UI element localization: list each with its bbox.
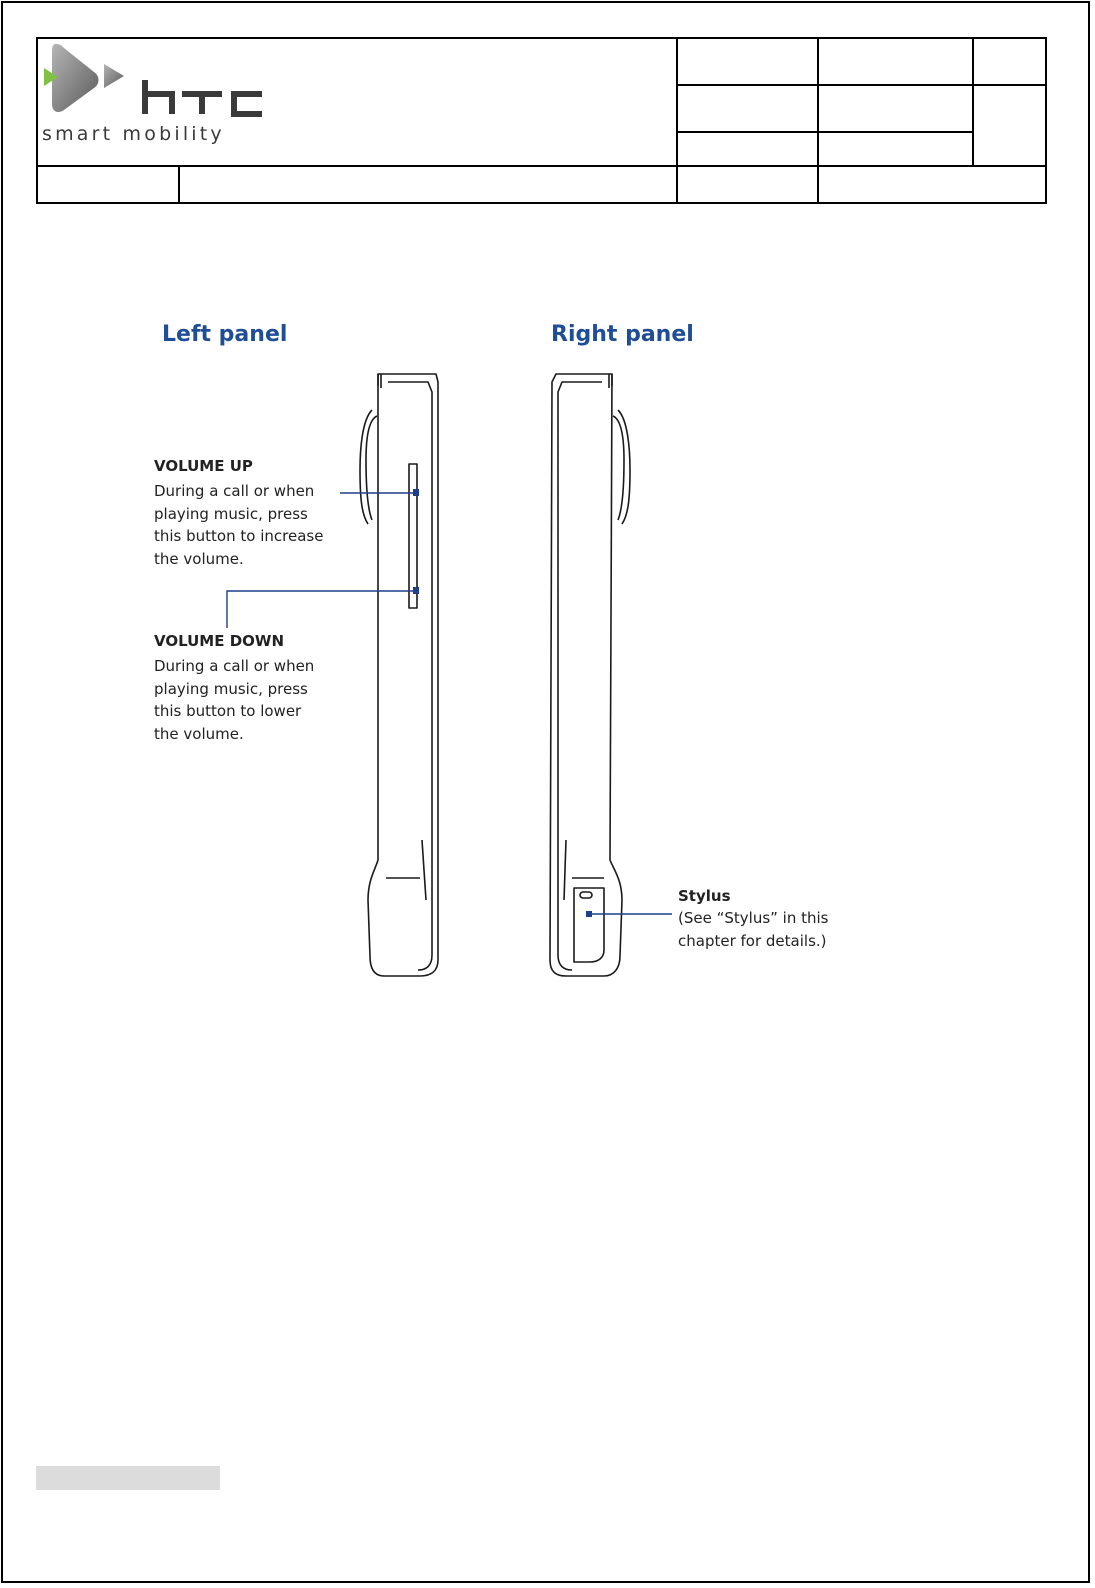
logo-tagline: smart mobility	[42, 123, 225, 145]
right-side-device-illustration	[550, 374, 630, 976]
right-panel-heading: Right panel	[551, 322, 694, 347]
volume-up-button	[413, 489, 419, 496]
footer-gray-bar	[36, 1466, 220, 1490]
stylus-description: (See “Stylus” in this chapter for details.)	[678, 909, 829, 950]
left-side-device-illustration	[360, 374, 438, 976]
volume-down-title: VOLUME DOWN	[154, 632, 284, 650]
volume-down-button	[413, 587, 419, 594]
volume-down-leader-line	[227, 591, 413, 628]
stylus-title: Stylus	[678, 887, 731, 905]
stylus-slot-marker	[586, 911, 592, 917]
volume-up-description: During a call or when playing music, press this button to increase the volume.	[154, 482, 324, 568]
volume-up-title: VOLUME UP	[154, 457, 253, 475]
left-panel-heading: Left panel	[162, 322, 288, 347]
volume-down-description: During a call or when playing music, press this button to lower the volume.	[154, 657, 315, 743]
